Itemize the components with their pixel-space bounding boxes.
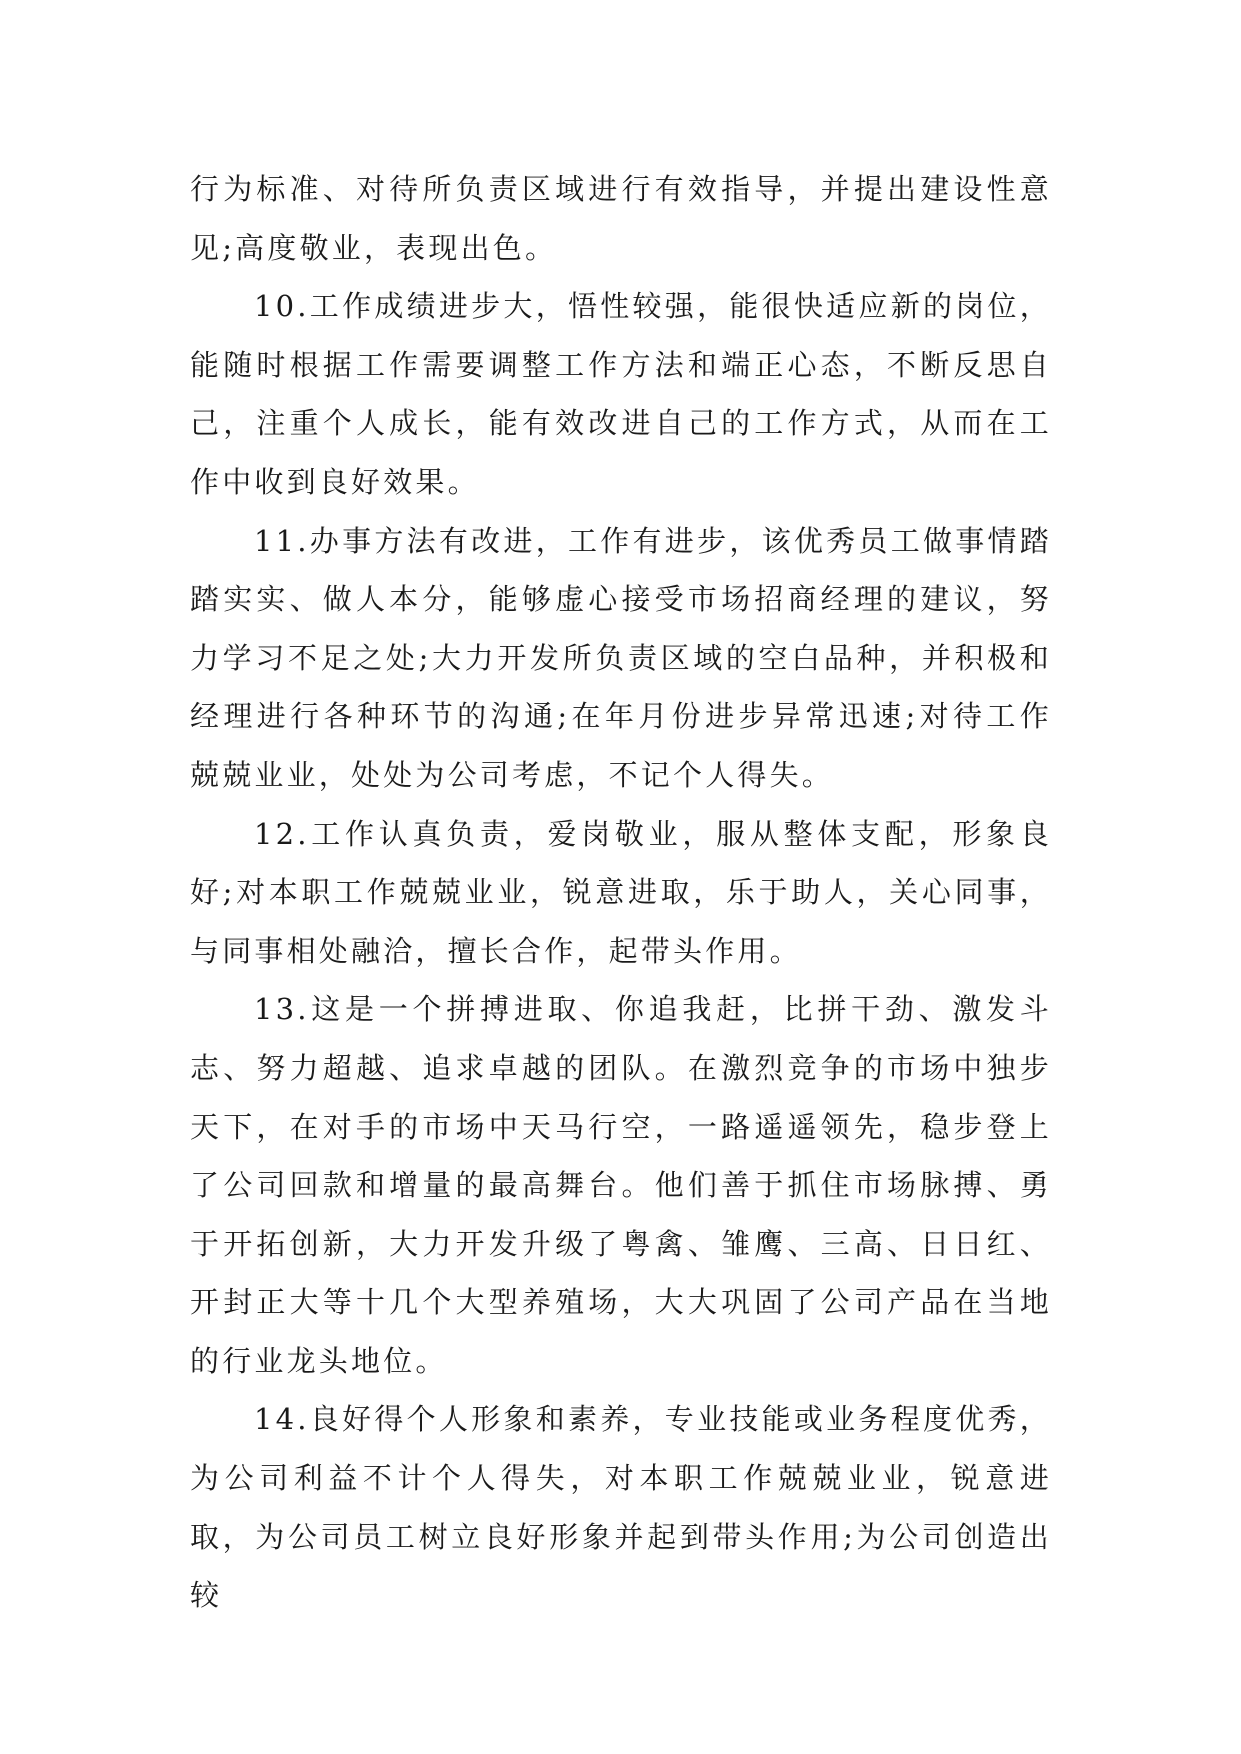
paragraph-item-11: 11.办事方法有改进，工作有进步，该优秀员工做事情踏踏实实、做人本分，能够虚心接受市场招商经理的建议，努力学习不足之处;大力开发所负责区域的空白品种，并积极和经理进行各种环节的沟通;在年月份进步异常迅速;对待工作兢兢业业，处处为公司考虑，不记个人得失。 <box>190 523 1052 792</box>
paragraph-item-10: 10.工作成绩进步大，悟性较强，能很快适应新的岗位，能随时根据工作需要调整工作方法和端正心态，不断反思自己，注重个人成长，能有效改进自己的工作方式，从而在工作中收到良好效果。 <box>190 289 1052 499</box>
document-body <box>190 160 1052 1625</box>
paragraph-item-13: 13.这是一个拼搏进取、你追我赶，比拼干劲、激发斗志、努力超越、追求卓越的团队。在激烈竞争的市场中独步天下，在对手的市场中天马行空，一路遥遥领先，稳步登上了公司回款和增量的最高舞台。他们善于抓住市场脉搏、勇于开拓创新，大力开发升级了粤禽、雏鹰、三高、日日红、开封正大等十几个大型养殖场，大大巩固了公司产品在当地的行业龙头地位。 <box>190 992 1052 1378</box>
paragraph-item-14: 14.良好得个人形象和素养，专业技能或业务程度优秀，为公司利益不计个人得失，对本职工作兢兢业业，锐意进取，为公司员工树立良好形象并起到带头作用;为公司创造出较 <box>190 1402 1052 1613</box>
paragraph-continuation: 行为标准、对待所负责区域进行有效指导，并提出建设性意见;高度敬业，表现出色。 <box>190 172 1052 265</box>
paragraph-item-12: 12.工作认真负责，爱岗敬业，服从整体支配，形象良好;对本职工作兢兢业业，锐意进取，乐于助人，关心同事，与同事相处融洽，擅长合作，起带头作用。 <box>190 816 1052 968</box>
